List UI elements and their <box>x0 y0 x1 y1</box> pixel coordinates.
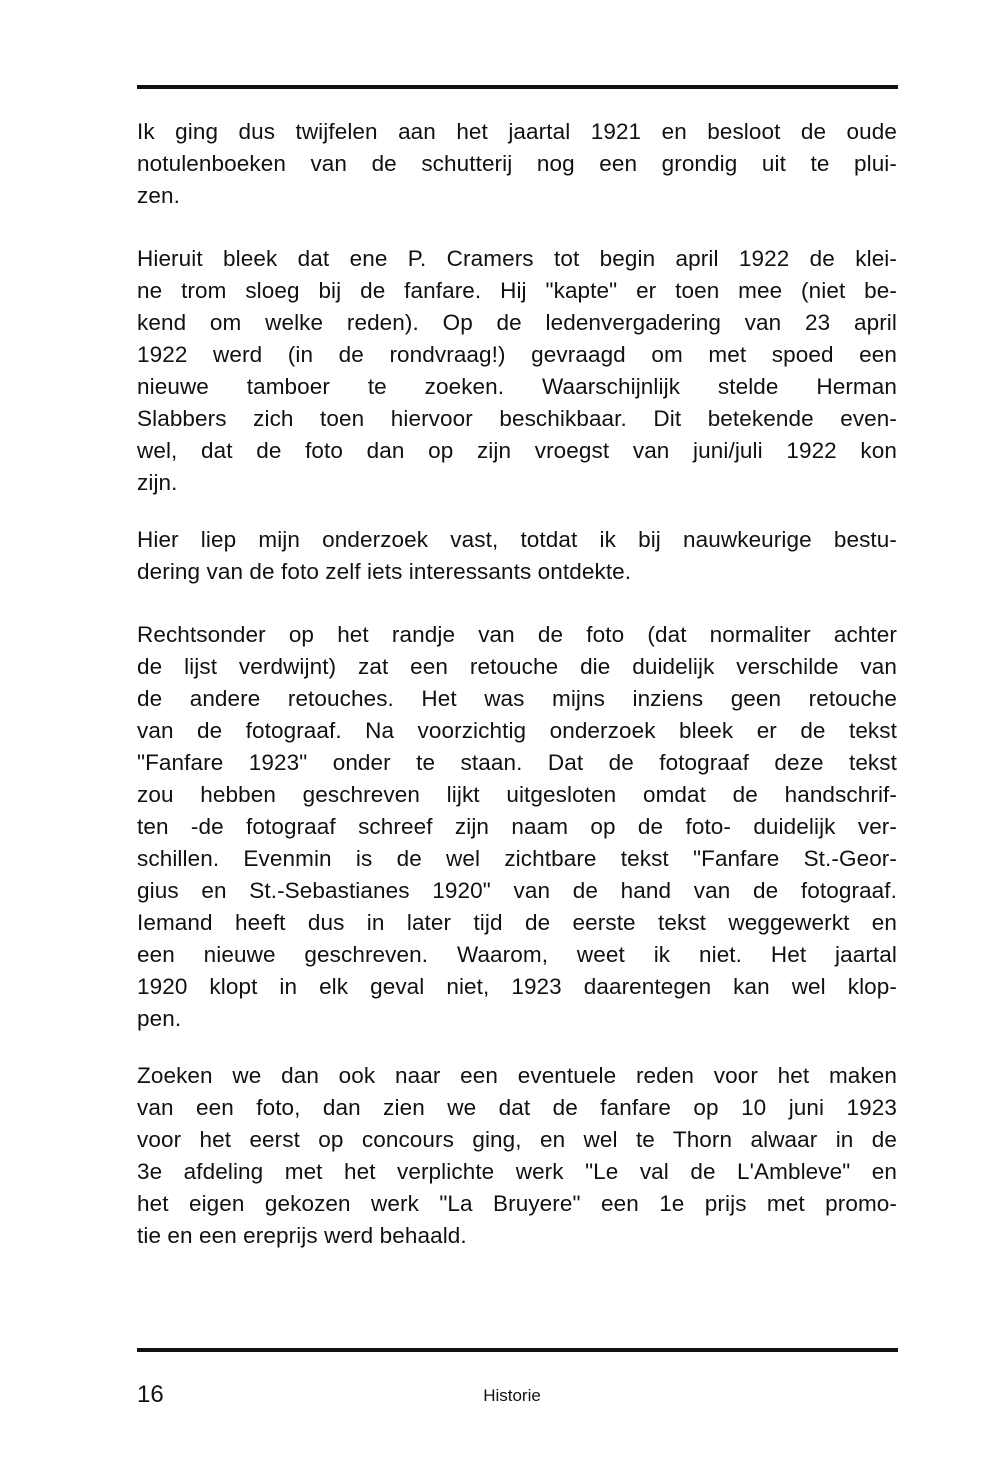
footer-section-title: Historie <box>483 1386 541 1405</box>
text-line: notulenboeken van de schutterij nog een grondig uit te plui- <box>137 151 897 176</box>
paragraph-2 <box>137 243 897 499</box>
text-line: kend om welke reden). Op de ledenvergadering van 23 april <box>137 310 897 335</box>
paragraph-3 <box>137 524 897 588</box>
paragraph-4 <box>137 619 897 1035</box>
text-line: 3e afdeling met het verplichte werk "Le val de L'Ambleve" en <box>137 1159 897 1184</box>
text-line: Iemand heeft dus in later tijd de eerste tekst weggewerkt en <box>137 910 897 935</box>
paragraph-5 <box>137 1060 897 1252</box>
text-line: dering van de foto zelf iets interessants ontdekte. <box>137 559 632 584</box>
bottom-rule <box>137 1348 898 1352</box>
text-line: zijn. <box>137 470 178 495</box>
text-line: Hieruit bleek dat ene P. Cramers tot begin april 1922 de klei- <box>137 246 897 271</box>
text-line: het eigen gekozen werk "La Bruyere" een 1e prijs met promo- <box>137 1191 897 1216</box>
text-line: tie en een ereprijs werd behaald. <box>137 1223 467 1248</box>
text-line: Zoeken we dan ook naar een eventuele reden voor het maken <box>137 1063 897 1088</box>
top-rule <box>137 85 898 89</box>
text-line: wel, dat de foto dan op zijn vroegst van juni/juli 1922 kon <box>137 438 897 463</box>
text-line: Hier liep mijn onderzoek vast, totdat ik bij nauwkeurige bestu- <box>137 527 897 552</box>
text-line: Rechtsonder op het randje van de foto (dat normaliter achter <box>137 622 897 647</box>
text-line: Ik ging dus twijfelen aan het jaartal 1921 en besloot de oude <box>137 119 897 144</box>
text-line: de lijst verdwijnt) zat een retouche die duidelijk verschilde van <box>137 654 897 679</box>
text-line: zou hebben geschreven lijkt uitgesloten omdat de handschrif- <box>137 782 897 807</box>
text-line: zen. <box>137 183 180 208</box>
text-line: ten -de fotograaf schreef zijn naam op de foto- duidelijk ver- <box>137 814 897 839</box>
text-line: pen. <box>137 1006 182 1031</box>
text-line: gius en St.-Sebastianes 1920" van de hand van de fotograaf. <box>137 878 897 903</box>
text-line: 1920 klopt in elk geval niet, 1923 daarentegen kan wel klop- <box>137 974 897 999</box>
text-line: een nieuwe geschreven. Waarom, weet ik niet. Het jaartal <box>137 942 897 967</box>
text-line: van een foto, dan zien we dat de fanfare op 10 juni 1923 <box>137 1095 897 1120</box>
page-number: 16 <box>137 1381 164 1408</box>
text-line: "Fanfare 1923" onder te staan. Dat de fotograaf deze tekst <box>137 750 897 775</box>
text-line: nieuwe tamboer te zoeken. Waarschijnlijk stelde Herman <box>137 374 897 399</box>
text-line: van de fotograaf. Na voorzichtig onderzoek bleek er de tekst <box>137 718 897 743</box>
text-line: Slabbers zich toen hiervoor beschikbaar. Dit betekende even- <box>137 406 897 431</box>
paragraph-1 <box>137 116 897 212</box>
text-line: de andere retouches. Het was mijns inziens geen retouche <box>137 686 897 711</box>
text-line: 1922 werd (in de rondvraag!) gevraagd om met spoed een <box>137 342 897 367</box>
text-line: voor het eerst op concours ging, en wel te Thorn alwaar in de <box>137 1127 897 1152</box>
text-line: schillen. Evenmin is de wel zichtbare tekst "Fanfare St.-Geor- <box>137 846 897 871</box>
text-line: ne trom sloeg bij de fanfare. Hij "kapte" er toen mee (niet be- <box>137 278 897 303</box>
